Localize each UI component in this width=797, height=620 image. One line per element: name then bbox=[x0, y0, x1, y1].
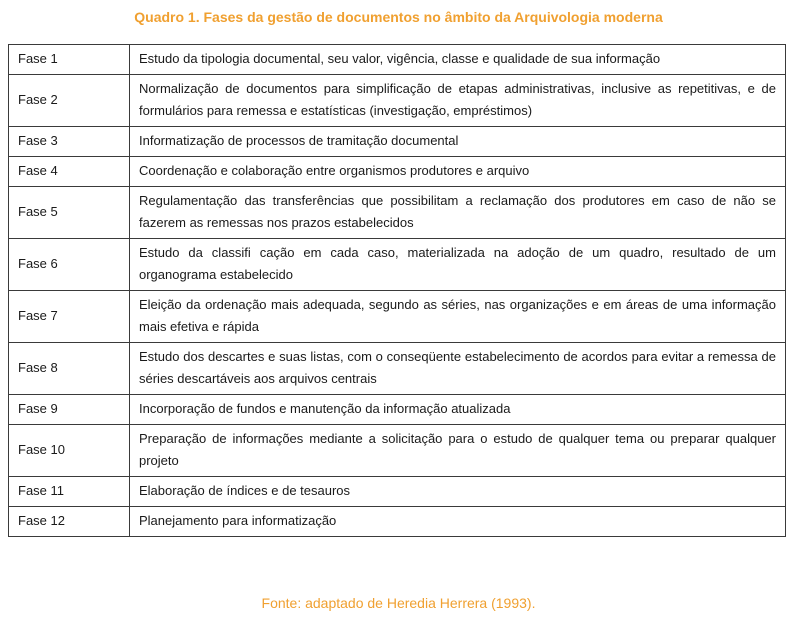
phase-description: Eleição da ordenação mais adequada, segundo as séries, nas organizações e em áreas de uma informação mais efetiva e rápida bbox=[130, 291, 786, 343]
phase-description: Informatização de processos de tramitação documental bbox=[130, 127, 786, 157]
table-row bbox=[9, 395, 786, 425]
phase-description: Estudo da tipologia documental, seu valor, vigência, classe e qualidade de sua informação bbox=[130, 45, 786, 75]
phase-label: Fase 12 bbox=[9, 507, 130, 537]
table-row bbox=[9, 343, 786, 395]
phase-description: Estudo da classifi cação em cada caso, materializada na adoção de um quadro, resultado de um organograma estabelecido bbox=[130, 239, 786, 291]
phase-label: Fase 11 bbox=[9, 477, 130, 507]
table-row bbox=[9, 477, 786, 507]
phase-description: Coordenação e colaboração entre organismos produtores e arquivo bbox=[130, 157, 786, 187]
phase-description: Regulamentação das transferências que possibilitam a reclamação dos produtores em caso de não se fazerem as remessas nos prazos estabelecidos bbox=[130, 187, 786, 239]
phase-label: Fase 1 bbox=[9, 45, 130, 75]
phases-table bbox=[8, 44, 786, 537]
phase-label: Fase 7 bbox=[9, 291, 130, 343]
table-row bbox=[9, 45, 786, 75]
table-row bbox=[9, 291, 786, 343]
phase-label: Fase 8 bbox=[9, 343, 130, 395]
phase-description: Estudo dos descartes e suas listas, com o conseqüente estabelecimento de acordos para evitar a remessa de séries descartáveis aos arquivos centrais bbox=[130, 343, 786, 395]
phase-description: Incorporação de fundos e manutenção da informação atualizada bbox=[130, 395, 786, 425]
phase-label: Fase 3 bbox=[9, 127, 130, 157]
table-row bbox=[9, 187, 786, 239]
phase-label: Fase 4 bbox=[9, 157, 130, 187]
phase-label: Fase 6 bbox=[9, 239, 130, 291]
table-row bbox=[9, 157, 786, 187]
phase-label: Fase 10 bbox=[9, 425, 130, 477]
table-row bbox=[9, 425, 786, 477]
table-caption: Quadro 1. Fases da gestão de documentos no âmbito da Arquivologia moderna bbox=[134, 9, 663, 25]
phase-description: Normalização de documentos para simplificação de etapas administrativas, inclusive as repetitivas, e de formulários para remessa e estatísticas (investigação, empréstimos) bbox=[130, 75, 786, 127]
phase-label: Fase 2 bbox=[9, 75, 130, 127]
phase-description: Elaboração de índices e de tesauros bbox=[130, 477, 786, 507]
phase-description: Preparação de informações mediante a solicitação para o estudo de qualquer tema ou preparar qualquer projeto bbox=[130, 425, 786, 477]
table-row bbox=[9, 507, 786, 537]
table-row bbox=[9, 127, 786, 157]
phase-label: Fase 9 bbox=[9, 395, 130, 425]
table-row bbox=[9, 75, 786, 127]
table-row bbox=[9, 239, 786, 291]
phase-label: Fase 5 bbox=[9, 187, 130, 239]
source-note: Fonte: adaptado de Heredia Herrera (1993). bbox=[261, 595, 536, 611]
phase-description: Planejamento para informatização bbox=[130, 507, 786, 537]
